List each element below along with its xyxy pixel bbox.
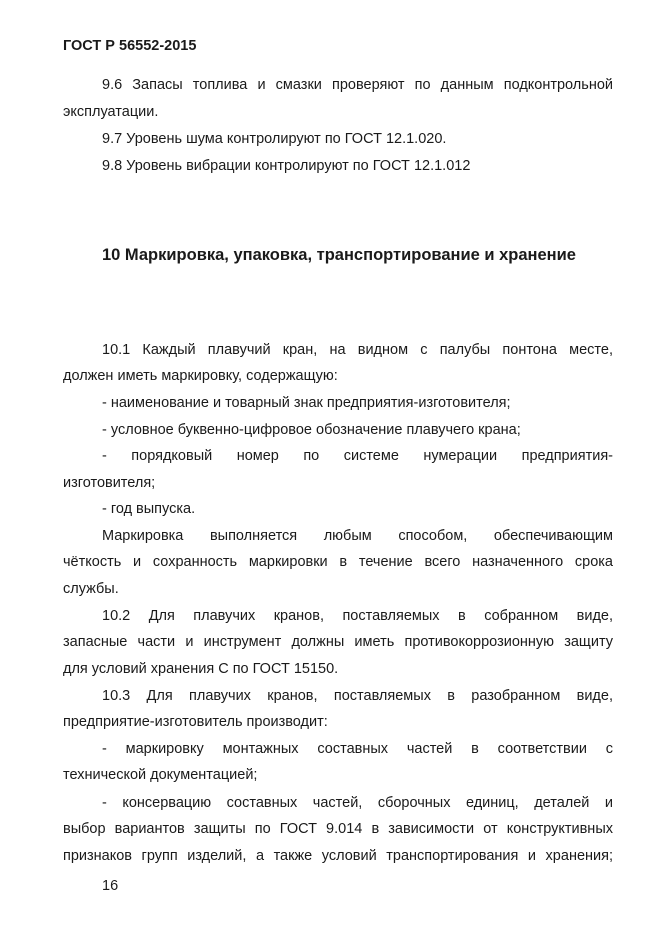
paragraph-marking-line-1: Маркировка выполняется любым способом, обеспечивающим [102, 528, 613, 544]
list-item-marking-parts-line-1: - маркировку монтажных составных частей в соответствии с [102, 741, 613, 757]
list-item-manufacturer-name: - наименование и товарный знак предприятия-изготовителя; [102, 395, 511, 411]
paragraph-9-6-line-1: 9.6 Запасы топлива и смазки проверяют по данным подконтрольной [102, 77, 613, 93]
paragraph-marking-line-2: чёткость и сохранность маркировки в течение всего назначенного срока [63, 554, 613, 570]
paragraph-10-1-line-1: 10.1 Каждый плавучий кран, на видном с палубы понтона месте, [102, 342, 613, 358]
paragraph-10-3-line-2: предприятие-изготовитель производит: [63, 714, 328, 730]
list-item-conservation-line-3: признаков групп изделий, а также условий транспортирования и хранения; [63, 848, 613, 864]
document-header: ГОСТ Р 56552-2015 [63, 38, 197, 54]
list-item-designation: - условное буквенно-цифровое обозначение плавучего крана; [102, 422, 521, 438]
paragraph-10-2-line-1: 10.2 Для плавучих кранов, поставляемых в собранном виде, [102, 608, 613, 624]
list-item-marking-parts-line-2: технической документацией; [63, 767, 258, 783]
paragraph-9-6-line-2: эксплуатации. [63, 104, 159, 120]
list-item-serial-number-line-1: - порядковый номер по системе нумерации предприятия- [102, 448, 613, 464]
paragraph-10-1-line-2: должен иметь маркировку, содержащую: [63, 368, 338, 384]
paragraph-9-7: 9.7 Уровень шума контролируют по ГОСТ 12.1.020. [102, 131, 447, 147]
list-item-serial-number-line-2: изготовителя; [63, 475, 156, 491]
list-item-conservation-line-1: - консервацию составных частей, сборочных единиц, деталей и [102, 795, 613, 811]
paragraph-marking-line-3: службы. [63, 581, 119, 597]
paragraph-10-2-line-2: запасные части и инструмент должны иметь противокоррозионную защиту [63, 634, 613, 650]
paragraph-10-2-line-3: для условий хранения С по ГОСТ 15150. [63, 661, 339, 677]
list-item-conservation-line-2: выбор вариантов защиты по ГОСТ 9.014 в зависимости от конструктивных [63, 821, 613, 837]
section-10-heading: 10 Маркировка, упаковка, транспортирование и хранение [102, 246, 576, 264]
paragraph-9-8: 9.8 Уровень вибрации контролируют по ГОСТ 12.1.012 [102, 158, 471, 174]
page-number: 16 [102, 878, 119, 894]
paragraph-10-3-line-1: 10.3 Для плавучих кранов, поставляемых в разобранном виде, [102, 688, 613, 704]
list-item-year: - год выпуска. [102, 501, 196, 517]
